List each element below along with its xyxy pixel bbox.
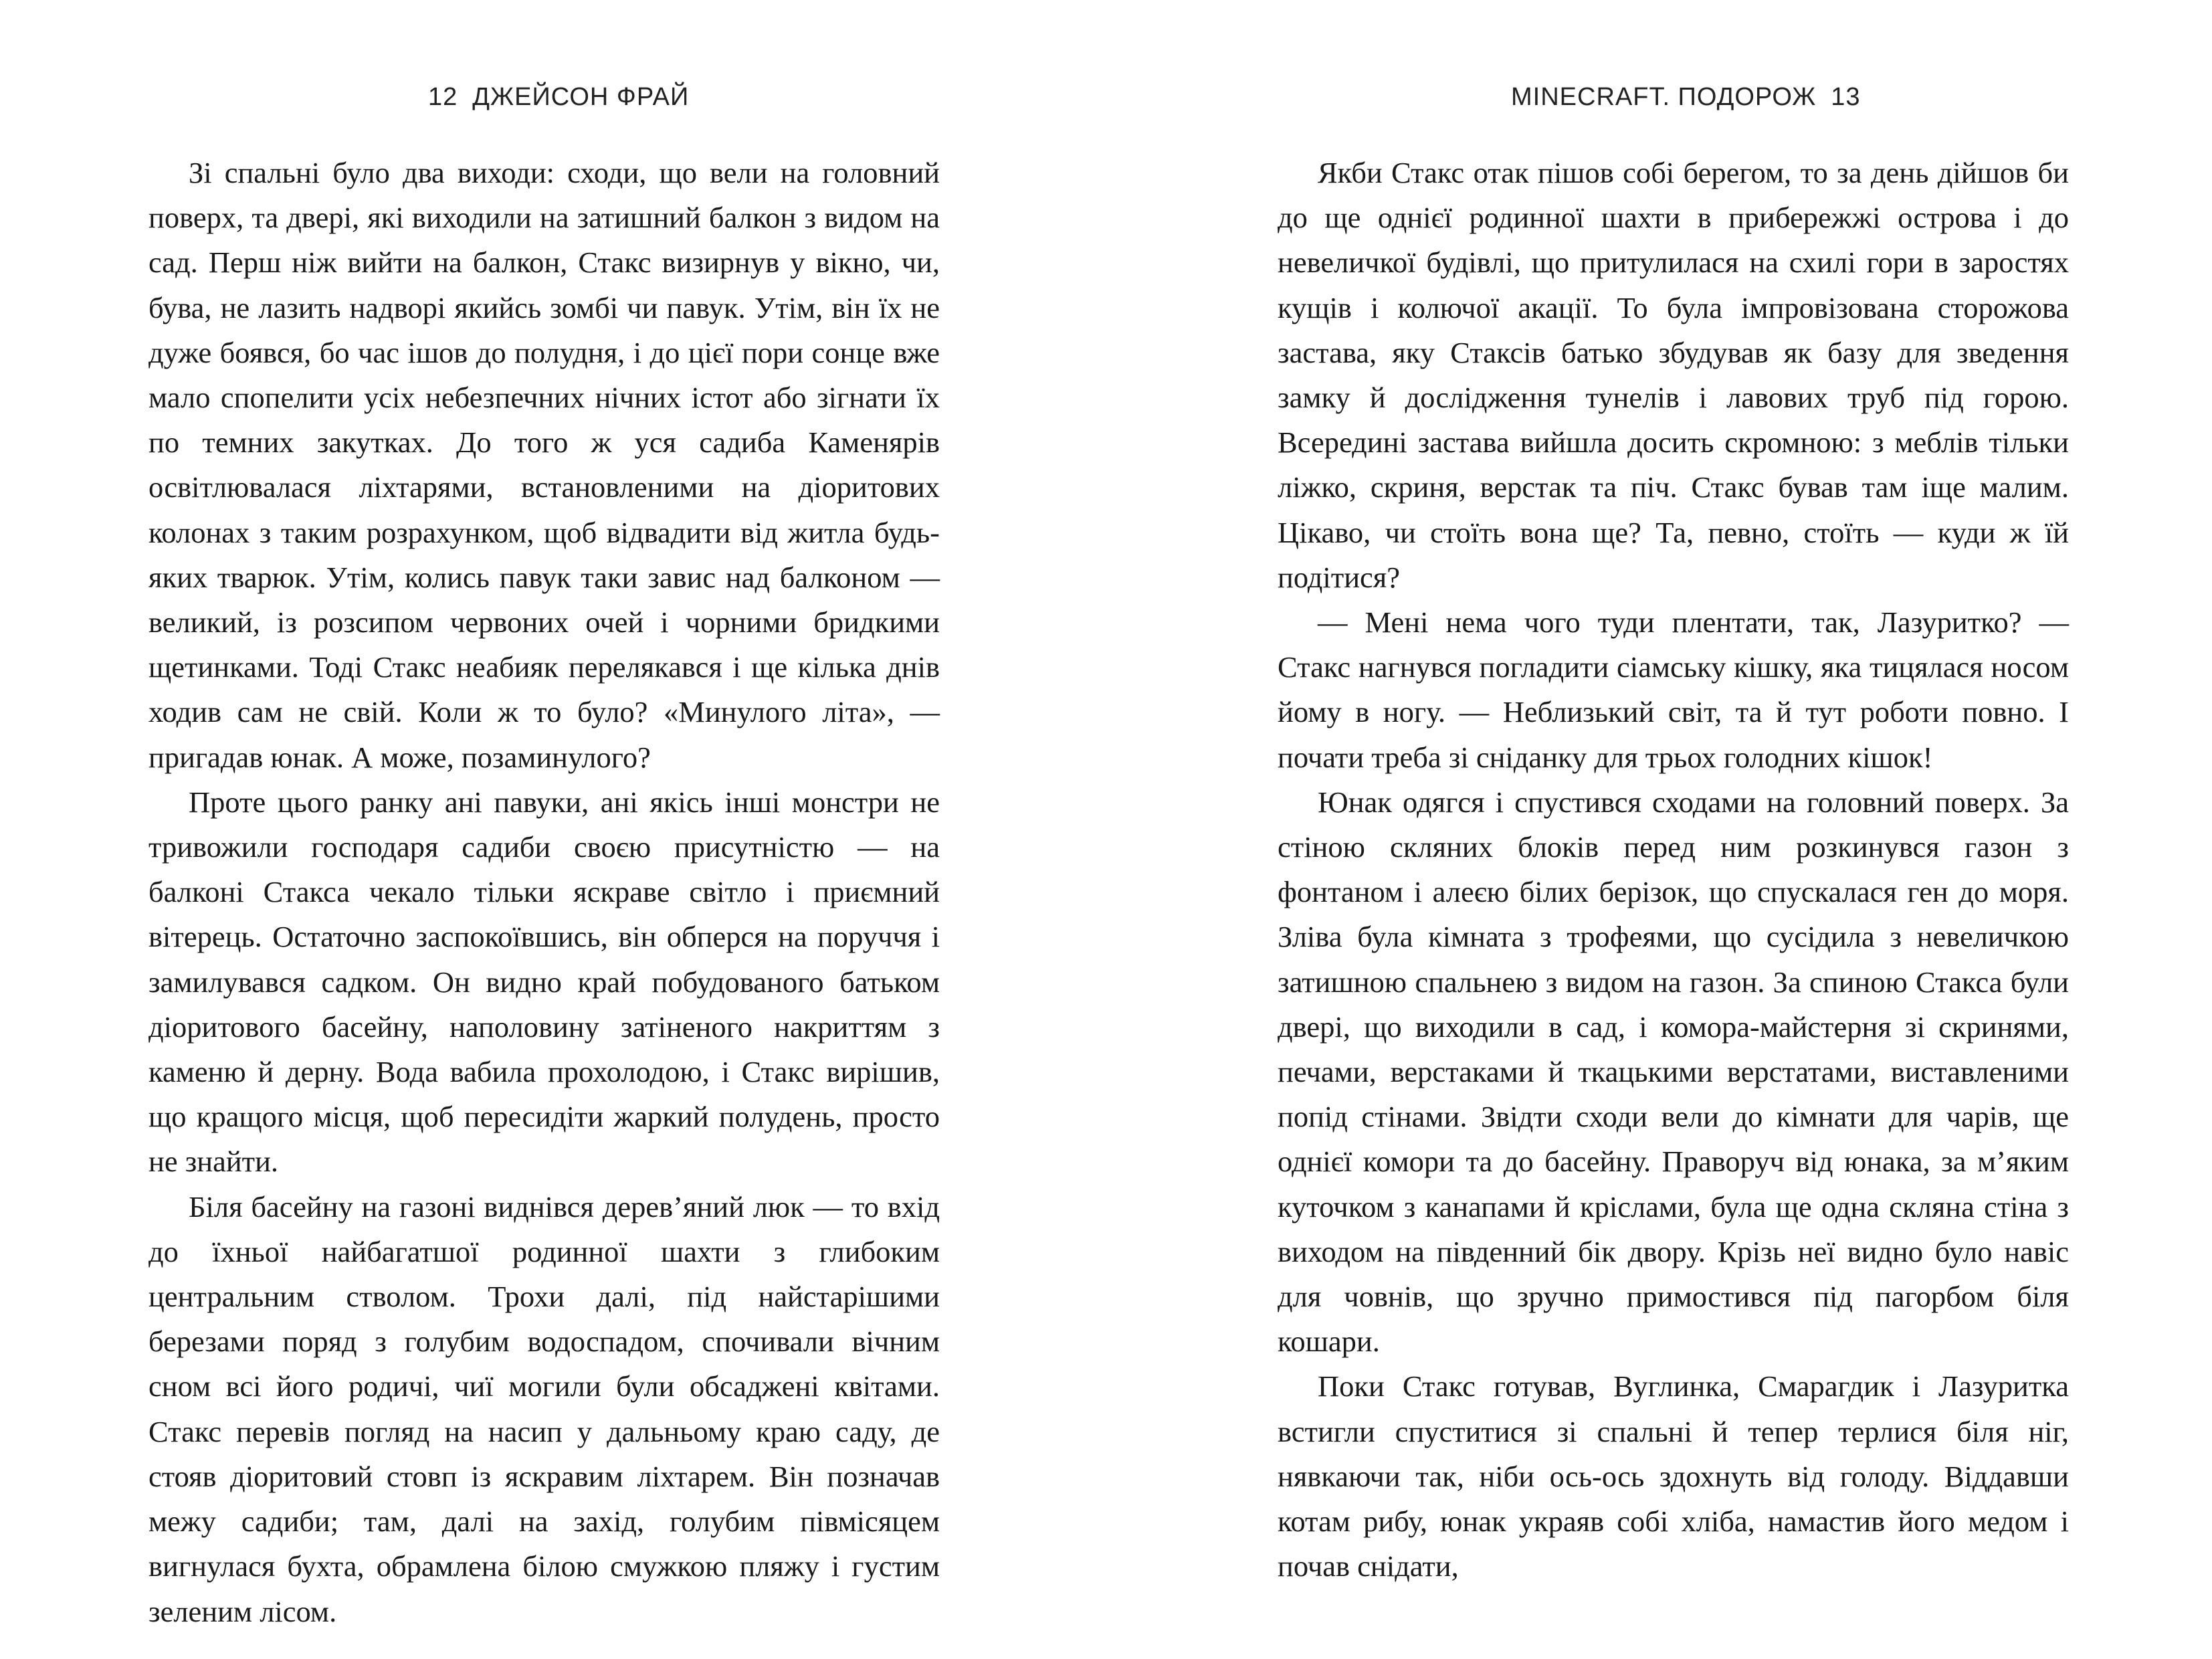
left-paragraph-1: Зі спальні було два виходи: сходи, що вели на головний поверх, та двері, які виходили на затишний балкон з видом на сад. Перш ніж вийти на балкон, Стакс визирнув у вікно, чи, бува, не лазить надворі якийсь зомбі чи павук. Утім, він їх не дуже боявся, бо час ішов до полудня, і до цієї пори сонце вже мало спопелити усіх небезпечних нічних істот або зігнати їх по темних закутках. До того ж уся садиба Каменярів освітлювалася ліхтарями, встановленими на діоритових колонах з таким розрахунком, щоб відвадити від житла будь-яких тварюк. Утім, колись павук таки завис над балконом — великий, із розсипом червоних очей і чорними бридкими щетинками. Тоді Стакс неабияк перелякався і ще кілька днів ходив сам не свій. Коли ж то було? «Минулого літа», — пригадав юнак. А може, позаминулого?	[148, 156, 940, 774]
left-page-number: 12	[428, 83, 458, 111]
right-page-body	[1278, 151, 2069, 1589]
left-page-body	[148, 151, 940, 1634]
right-running-head: MINECRAFT. ПОДОРОЖ	[1511, 83, 1817, 111]
right-paragraph-4: Поки Стакс готував, Вуглинка, Смарагдик і Лазуритка встигли спуститися зі спальні й тепер терлися біля ніг, нявкаючи так, ніби ось-ось здохнуть від голоду. Віддавши котам рибу, юнак украяв собі хліба, намастив його медом і почав снідати,	[1278, 1369, 2069, 1583]
right-paragraph-3: Юнак одягся і спустився сходами на головний поверх. За стіною скляних блоків перед ним розкинувся газон з фонтаном і алеєю білих берізок, що спускалася ген до моря. Зліва була кімната з трофеями, що сусідила з невеличкою затишною спальнею з видом на газон. За спиною Стакса були двері, що виходили в сад, і комора-майстерня зі скринями, печами, верстаками й ткацькими верстатами, виставленими попід стінами. Звідти сходи вели до кімнати для чарів, ще однієї комори та до басейну. Праворуч від юнака, за м’яким куточком з канапами й кріслами, була ще одна скляна стіна з виходом на південний бік двору. Крізь неї видно було навіс для човнів, що зручно примостився під пагорбом біля кошари.	[1278, 785, 2069, 1359]
right-page-number: 13	[1831, 83, 1861, 111]
left-running-head: ДЖЕЙСОН ФРАЙ	[472, 83, 690, 111]
left-paragraph-2: Проте цього ранку ані павуки, ані якісь інші монстри не тривожили господаря садиби своєю присутністю — на балконі Стакса чекало тільки яскраве світло і приємний вітерець. Остаточно заспокоївшись, він обперся на поруччя і замилувався садком. Он видно край побудованого батьком діоритового басейну, наполовину затіненого накриттям з каменю й дерну. Вода вабила прохолодою, і Стакс вирішив, що кращого місця, щоб пересидіти жаркий полудень, просто не знайти.	[148, 785, 940, 1179]
right-paragraph-1: Якби Стакс отак пішов собі берегом, то за день дійшов би до ще однієї родинної шахти в прибережжі острова і до невеличкої будівлі, що притулилася на схилі гори в заростях кущів і колючої акації. То була імпровізована сторожова застава, яку Стаксів батько збудував як базу для зведення замку й дослідження тунелів і лавових труб під горою. Всередині застава вийшла досить скромною: з меблів тільки ліжко, скриня, верстак та піч. Стакс бував там іще малим. Цікаво, чи стоїть вона ще? Та, певно, стоїть — куди ж їй подітися?	[1278, 156, 2069, 594]
right-paragraph-2: — Мені нема чого туди плентати, так, Лазуритко? — Стакс нагнувся погладити сіамську кішку, яка тицялася носом йому в ногу. — Неблизький світ, та й тут роботи повно. І почати треба зі сніданку для трьох голодних кішок!	[1278, 605, 2069, 774]
left-paragraph-3: Біля басейну на газоні виднівся дерев’яний люк — то вхід до їхньої найбагатшої родинної шахти з глибоким центральним стволом. Трохи далі, під найстарішими березами поряд з голубим водоспадом, спочивали вічним сном всі його родичі, чиї могили були обсаджені квітами. Стакс перевів погляд на насип у дальньому краю саду, де стояв діоритовий стовп із яскравим ліхтарем. Він позначав межу садиби; там, далі на захід, голубим півмісяцем вигнулася бухта, обрамлена білою смужкою пляжу і густим зеленим лісом.	[148, 1189, 940, 1628]
right-page-header	[1511, 83, 1876, 112]
right-page	[1106, 0, 2212, 1659]
left-page-header	[413, 83, 689, 112]
